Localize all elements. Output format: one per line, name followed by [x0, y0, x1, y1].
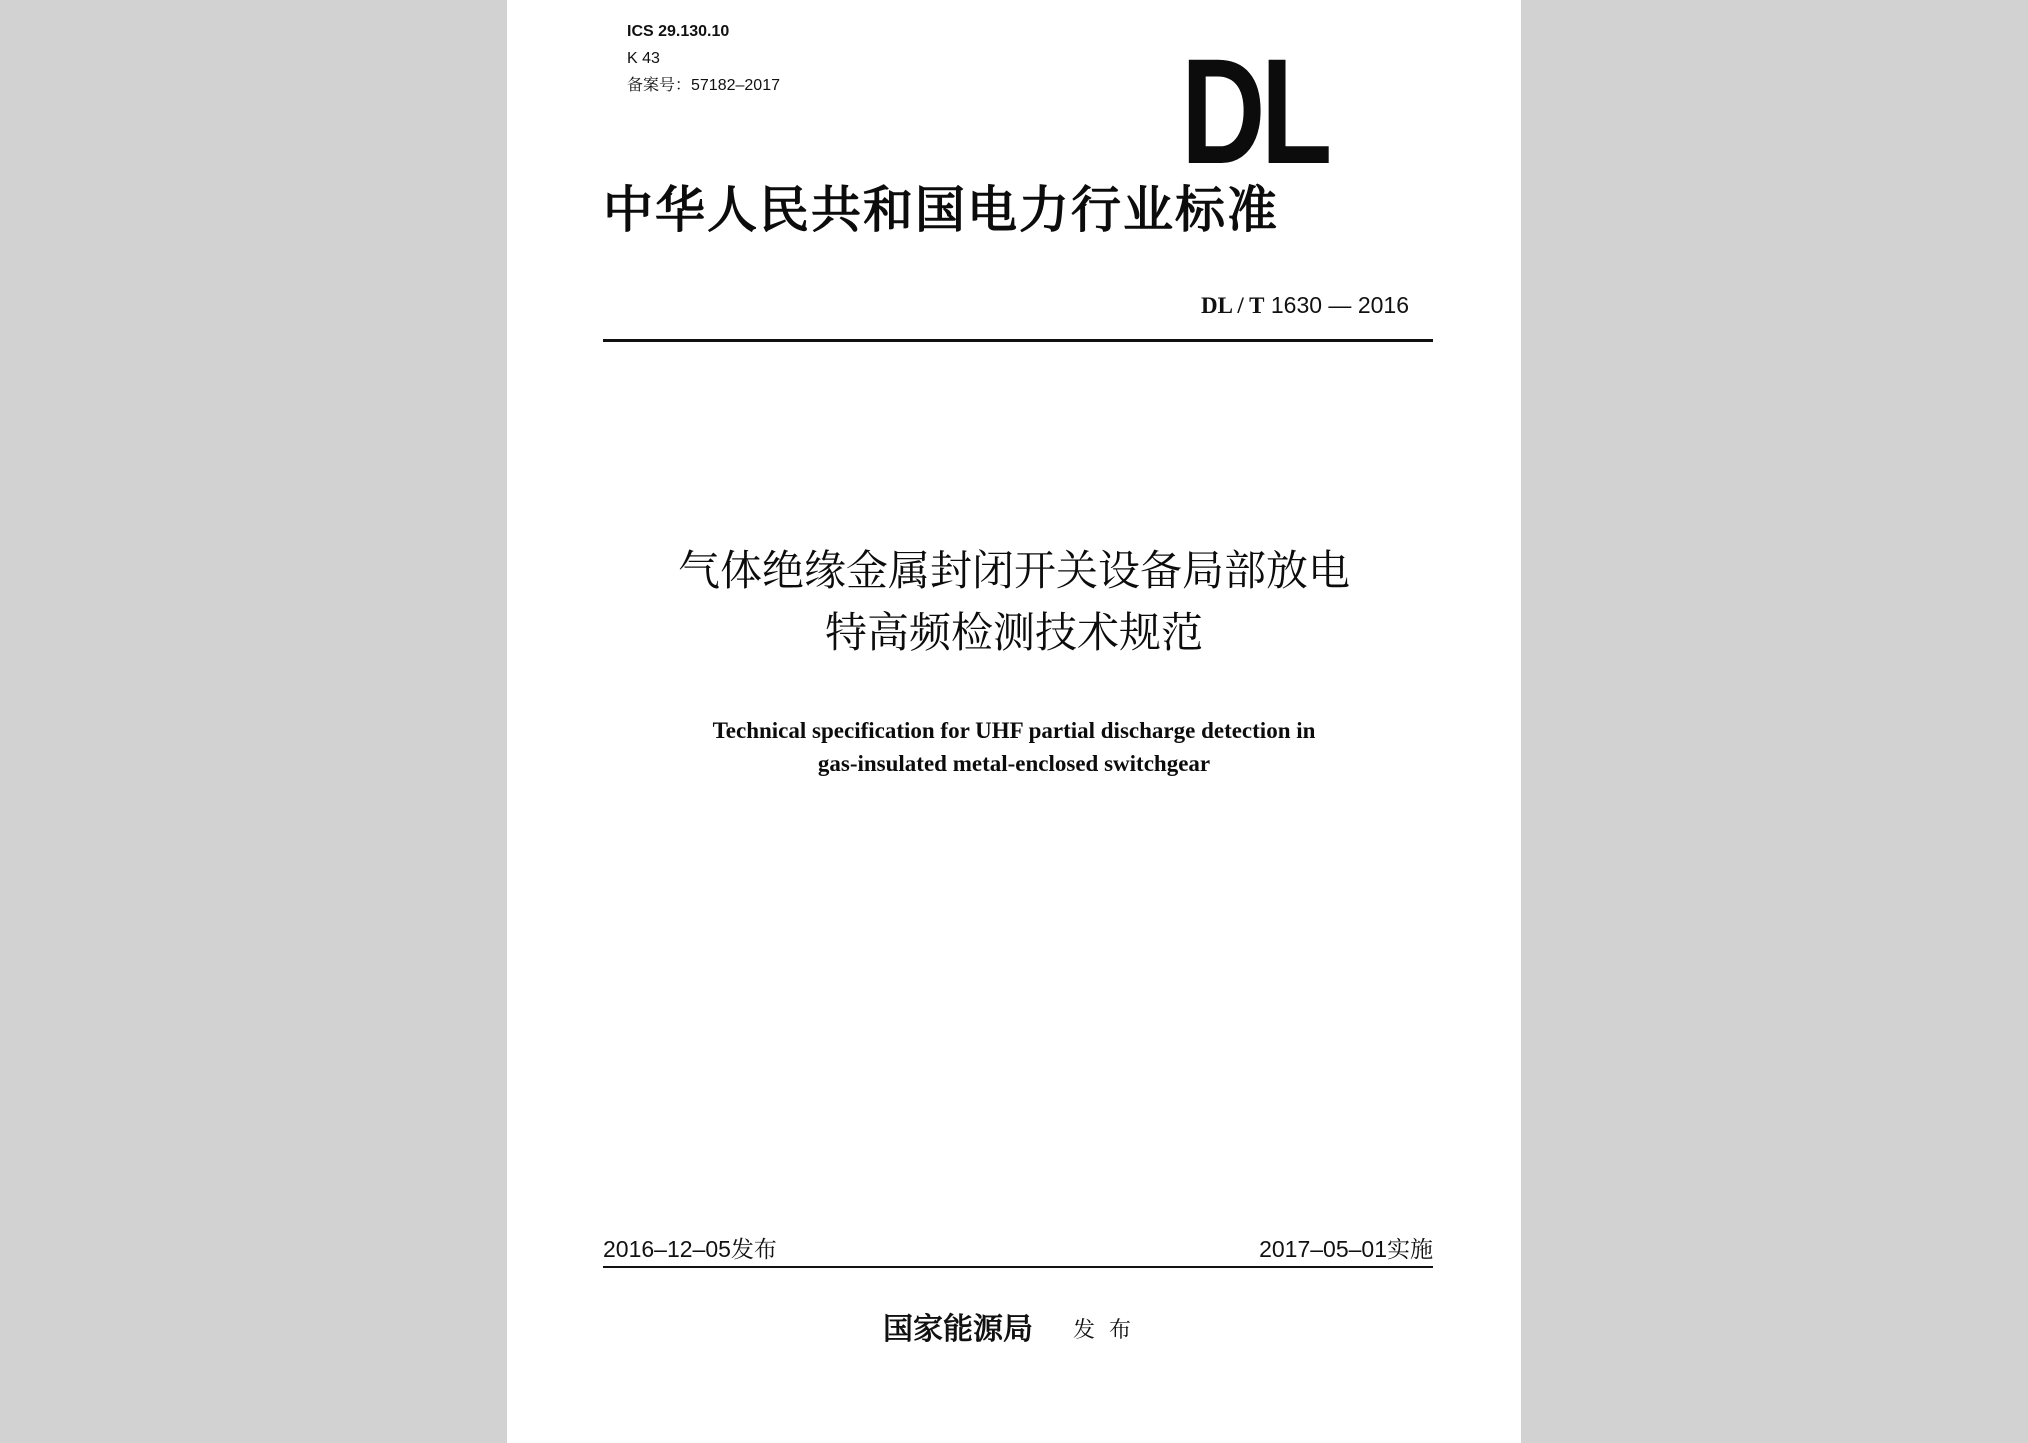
- date-row: [603, 1233, 1433, 1265]
- title-cn-line-2: 特高频检测技术规范: [824, 608, 1203, 657]
- standard-category-title: 中华人民共和国电力行业标准: [603, 180, 1279, 239]
- issue-date: 2016–12–05发布: [603, 1236, 777, 1262]
- publish-action: 发布: [1072, 1318, 1145, 1343]
- standard-number: [1201, 289, 1409, 322]
- title-en-line-1: Technical specification for UHF partial discharge detection in: [712, 718, 1316, 743]
- publisher-line: [507, 1310, 1521, 1351]
- document-title-chinese: [507, 540, 1521, 664]
- document-page: [507, 0, 1521, 1443]
- title-cn-line-1: 气体绝缘金属封闭开关设备局部放电: [677, 546, 1350, 595]
- ics-code: ICS 29.130.10: [627, 23, 730, 40]
- record-number: 备案号：57182–2017: [627, 77, 780, 94]
- standard-code: 1630 — 2016: [1264, 292, 1409, 318]
- title-en-line-2: gas-insulated metal-enclosed switchgear: [817, 751, 1211, 776]
- dl-logo: DL: [1181, 27, 1328, 195]
- document-title-english: [507, 714, 1521, 780]
- publisher-name: 国家能源局: [882, 1312, 1033, 1347]
- standard-prefix: DL / T: [1200, 293, 1265, 318]
- classification-block: [627, 18, 780, 99]
- footer-divider: [603, 1266, 1433, 1268]
- implementation-date: 2017–05–01实施: [1259, 1236, 1433, 1262]
- ccs-code: K 43: [627, 50, 660, 67]
- header-divider: [603, 339, 1433, 342]
